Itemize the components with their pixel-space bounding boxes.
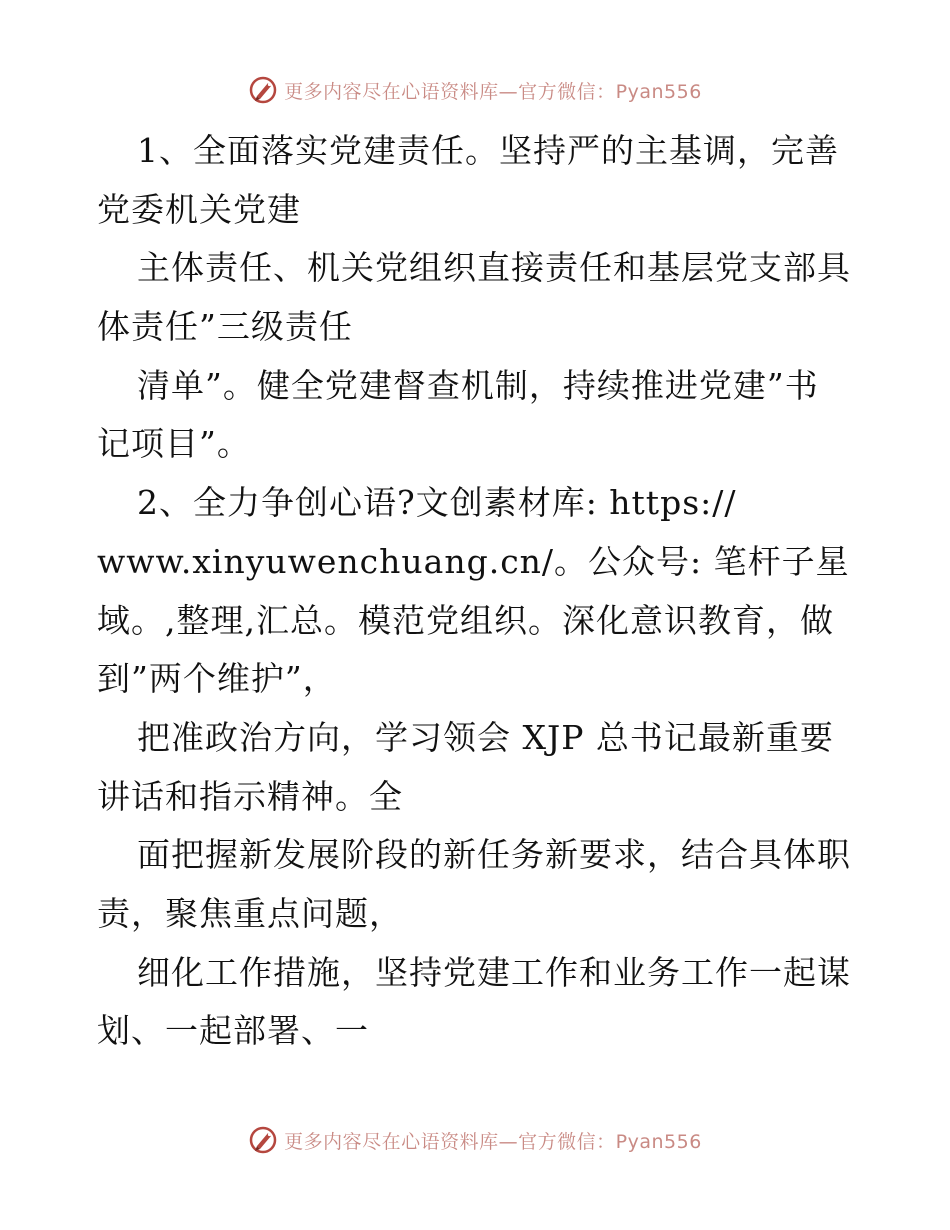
pen-logo-icon: [248, 1125, 278, 1155]
banner-text: 更多内容尽在心语资料库—官方微信：Pyan556: [284, 1130, 702, 1153]
text-line: 域。,整理,汇总。模范党组织。深化意识教育，做: [97, 600, 834, 640]
banner-text: 更多内容尽在心语资料库—官方微信：Pyan556: [284, 80, 702, 103]
footer-banner: [0, 1120, 950, 1160]
text-line: 主体责任、机关党组织直接责任和基层党支部具: [137, 248, 851, 288]
text-line: 到”两个维护”，: [97, 659, 337, 699]
text-line: 划、一起部署、一: [97, 1011, 369, 1051]
header-banner: [0, 70, 950, 110]
text-line: 体责任”三级责任: [97, 307, 353, 347]
text-line: 面把握新发展阶段的新任务新要求，结合具体职: [137, 835, 851, 875]
text-line: 清单”。健全党建督查机制，持续推进党建”书: [137, 365, 819, 405]
text-line: 责，聚焦重点问题，: [97, 893, 403, 933]
document-body: [97, 122, 857, 1061]
text-line: 细化工作措施，坚持党建工作和业务工作一起谋: [137, 952, 851, 992]
text-line: 记项目”。: [97, 424, 251, 464]
text-line: www.xinyuwenchuang.cn/。公众号: 笔杆子星: [97, 541, 850, 581]
text-line: 党委机关党建: [97, 189, 301, 229]
text-line: 2、全力争创心语?文创素材库: https://: [137, 483, 737, 523]
pen-logo-icon: [248, 75, 278, 105]
text-line: 把准政治方向，学习领会 XJP 总书记最新重要: [137, 717, 834, 757]
text-line: 1、全面落实党建责任。坚持严的主基调，完善: [137, 131, 839, 170]
text-line: 讲话和指示精神。全: [97, 776, 403, 816]
